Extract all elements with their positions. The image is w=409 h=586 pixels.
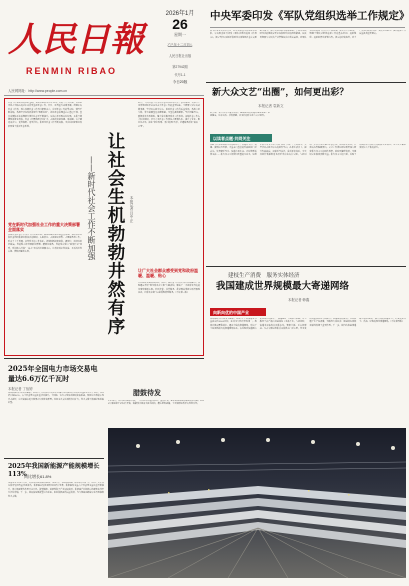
newspaper-title: 人民日報 [8, 20, 144, 60]
economy-top-rule [206, 266, 406, 267]
economy-body: 国家邮政局日前发布数据，2025年全国快递业务量完成约2000亿件，连续多年稳居世界第一。我国已建成覆盖城乡、通达全球的寄递网络，形成了全球规模最大的寄递网络体系。农村地区快递网点覆盖率持续提升，“快递进村”工程深入推进，有力服务了农产品出村进城和工业品下乡。与此同时，快递业加快科技创新步伐，智能分拣、无人机配送、无人车配送等新技术新模式广泛应用，行业发展质量和效益不断提升。寄递网络的完善，有效畅通了生产和消费，为服务实体经济、促进国内国际双循环发挥了重要作用。下一步，将持续推进寄递服务体系建设，提升国际寄递能力，打造更加安全、高效、绿色的现代寄递网络。（下转第四版） [210, 318, 406, 331]
main-body-col-2: 近日，全国社会工作部部长会议在北京召开。会议强调，要深入学习贯彻习近平总书记关于社会工作的重要论述，全面落实党中央决策部署，坚持以人民为中心，推动社会工作高质量发展。各地立足实际，着力破解基层治理难题，为基层减负赋能。坚持问题导向，聚焦群众急难愁盼，健全完善服务群众工作机制。加强社会工作人才队伍建设，壮大专业社会工作者和志愿者队伍，提升专业化、职业化水平。深化“街乡吹哨、部门报到”改革，打通服务群众“最后一公里”。 [138, 102, 200, 128]
date-year-month: 2026年1月 [165, 11, 195, 17]
main-inline-subhead-2 [138, 268, 200, 278]
postal-code: 代号1-1 [174, 73, 186, 77]
main-subheadline: ——新时代社会工作不断加强 [87, 156, 96, 260]
trains-illustration [108, 428, 406, 578]
top-article-body: 新华社北京1月25日电 经中央军委主席习近平批准，中央军委近日印发《军队党组织选举工作规定》。规定坚持以习近平新时代中国特色社会主义思想为指导，深入贯彻习近平强军思想，全面贯彻新时代党的建设总要求和新时代党的组织路线，认真贯彻落实中国共产党章程和党内有关法规，对军队党组织选举工作作出全面规范。规定共7章49条，明确了军队党组织选举工作的基本原则、选举程序、选举纪律监督等内容。规定的印发施行，对于严肃党内政治生活、发展党内民主、提高选举工作质量具有重要意义。 [210, 30, 406, 39]
grid-body: 国家能源局日前发布数据，2025年全国各电力交易中心累计组织完成市场交易电量6.6万亿千瓦时，同比增长超过6%，占全社会用电量比重持续提升。全国统一电力市场体系建设加快推进，省间电力现货市场正式运行，电力资源在更大范围内实现优化配置。绿色电力交易规模持续扩大，有力支撑了能源绿色低碳转型。 [8, 392, 104, 405]
date-day: 26 [172, 16, 188, 32]
website-line: 人民网网址：http://www.people.com.cn [8, 89, 67, 93]
trains-caption: 腊鼓待发 [133, 388, 161, 397]
bottom-headline: 2025年我国新能源产能规模增长113% [8, 463, 100, 478]
top-headline-rule [210, 27, 405, 28]
commentary-tag [210, 134, 272, 142]
commentary-tag-label: 以读者点题·共同关注 [213, 135, 251, 141]
grid-headline: 2025年全国电力市场交易电量达6.6万亿千瓦时 [8, 364, 98, 383]
main-inline-subhead-1-text: 党在新时代加强社会工作的重大决策部署全面落实 [8, 222, 80, 232]
bottom-left-top-rule [4, 458, 104, 459]
economy-byline: 本报记者 韩鑫 [288, 298, 310, 302]
top-section-bottom-rule [206, 82, 406, 83]
commentary-body-left: 近年来，新大众文艺蓬勃发展，越来越多的普通人拿起笔来、举起镜头，记录生活、抒发情感，以多样的形式参与文艺创作。 [210, 112, 270, 118]
main-inline-subhead-1 [8, 222, 82, 232]
main-body-col-1: 社会工作事关党的执政基础，事关人民群众切身利益。党的十八大以来，以习近平同志为核心的党中央高度重视社会工作，作出一系列重大决策部署。组建中央社会工作部，地方各级社会工作部门相继成立，党对社会工作的集中统一领导不断加强。各地坚持和发展新时代“枫桥经验”，推动社会治理重心向基层下移，基层治理体系和治理能力现代化水平不断提升。从城市社区到农村村落，从新兴领域到新就业群体，社会工作覆盖面持续扩大，人民群众获得感、幸福感、安全感更加充实、更有保障、更可持续。新时代社会工作不断加强，为党和国家事业发展营造了良好社会环境。 [8, 102, 82, 128]
bottom-body: 本报北京1月25日电 记者从国家能源局获悉：2025年，我国新能源产能规模持续扩大，风电、光伏发电新增装机容量再创新高，新能源总装机规模同比增长显著。新能源发电量占全社会用电量比重不断提升，清洁能源替代作用日益凸显。新型储能、氢能等新兴产业加快发展，新能源产业链供应链韧性和竞争力持续增强。下一步，将加快构建新型电力系统，推动新能源高质量发展，为实现碳达峰碳中和目标提供有力支撑。 [8, 482, 104, 498]
main-body-col-1b: 各级党委社会工作部门坚持党建引领，统筹推进党建引领基层治理、新经济组织新社会组织新就业群体党的建设、人民信访、人民建议征集、志愿服务等工作，形成了上下贯通、执行有力的工作体系。各地积极探索创新，涌现出一批好经验好做法。有的地方推行网格化管理、精细化服务，有的地方建立“民情日记”制度，有的地方打造“一站式”矛盾纠纷调解中心，让群众诉求有处说、矛盾纠纷有人调、困难问题有人帮。 [8, 234, 82, 254]
issue-number: 第27942期 [172, 65, 188, 69]
economy-headline: 我国建成世界规模最大寄递网络 [216, 281, 350, 292]
date-lunar: 乙巳年十二月初八 [167, 43, 193, 47]
date-weekday: 星期一 [174, 32, 186, 37]
commentary-body: 在数字技术和网络平台的推动下，普通人写作、拍摄、演唱成为可能，大量来自基层的作品获得广泛关注。外卖骑手写诗、快递小哥出书、乡村教师拍微电影……新大众文艺展现出旺盛的生命力。如何让新大众文艺从“出圈”走向“出彩”？专家认为，要坚持以人民为中心的创作导向，扎根生活沃土，提升作品品质，加强引导扶持，完善评价体系，为大众创作者提供更多展示平台和成长空间。与此同时，平台方也应承担社会责任，优化推荐机制，让优质内容脱颖而出。文艺工作者和评论者要深入研究新大众文艺的创作规律，推动其健康发展，为建设文化强国贡献力量。新大众文艺的兴起，反映了人民群众日益增长的精神文化需求，也为文艺繁荣发展注入了新的活力。 [210, 144, 406, 157]
main-headline: 让社会生机勃勃井然有序 [105, 132, 125, 336]
date-divider [168, 46, 192, 47]
main-headline-wrap [86, 104, 126, 354]
commentary-author: 本报记者 袁新文 [258, 104, 284, 108]
trains-caption-body: 1月24日，在山东济南动车段，一列列动车组整齐停放，整装待发，迎接即将到来的春运客流高峰。2026年春运将于2月2日开始，铁路部门将加大运力投放，精心组织运输，全力保障旅客平安有序出行。 [108, 400, 204, 406]
commentary-headline: 新大众文艺“出圈”，如何更出彩？ [212, 88, 349, 98]
bottom-subhead: 同比增长61.8% [24, 474, 52, 479]
masthead-bottom-rule [4, 95, 204, 96]
economy-tag [210, 308, 266, 316]
date-block [162, 8, 198, 108]
top-headline: 中央军委印发《军队党组织选举工作规定》 [210, 10, 409, 22]
edition-info: 人民日报社出版 [168, 54, 192, 58]
grid-byline: 本报记者 丁怡婷 [8, 387, 33, 391]
masthead [4, 4, 154, 84]
grid-top-rule [4, 358, 204, 359]
trains-photo [108, 428, 406, 578]
main-byline: 本报记者 吕中正 [130, 196, 134, 223]
main-inline-subhead-2-text: 让广大社会群众感受到党和政府温暖、温暖、贴心 [138, 268, 198, 278]
economy-tag-label: 向新向优的中国产业 [213, 309, 249, 315]
main-body-col-2b: 让人民群众感受到温暖、贴心，是社会工作的出发点和落脚点。各地通过开展“我为群众办实事”实践活动，解决了一大批群众身边的急事难事烦心事。社区食堂、托育服务、养老驿站等民生项目落地见效，让群众在家门口享受到便利服务。（下转第二版） [138, 282, 200, 295]
newspaper-pinyin: RENMIN RIBAO [26, 66, 117, 76]
economy-kicker: 建枝生产消费 服务实体经济 [228, 273, 300, 279]
page-count: 今日20版 [172, 80, 188, 84]
